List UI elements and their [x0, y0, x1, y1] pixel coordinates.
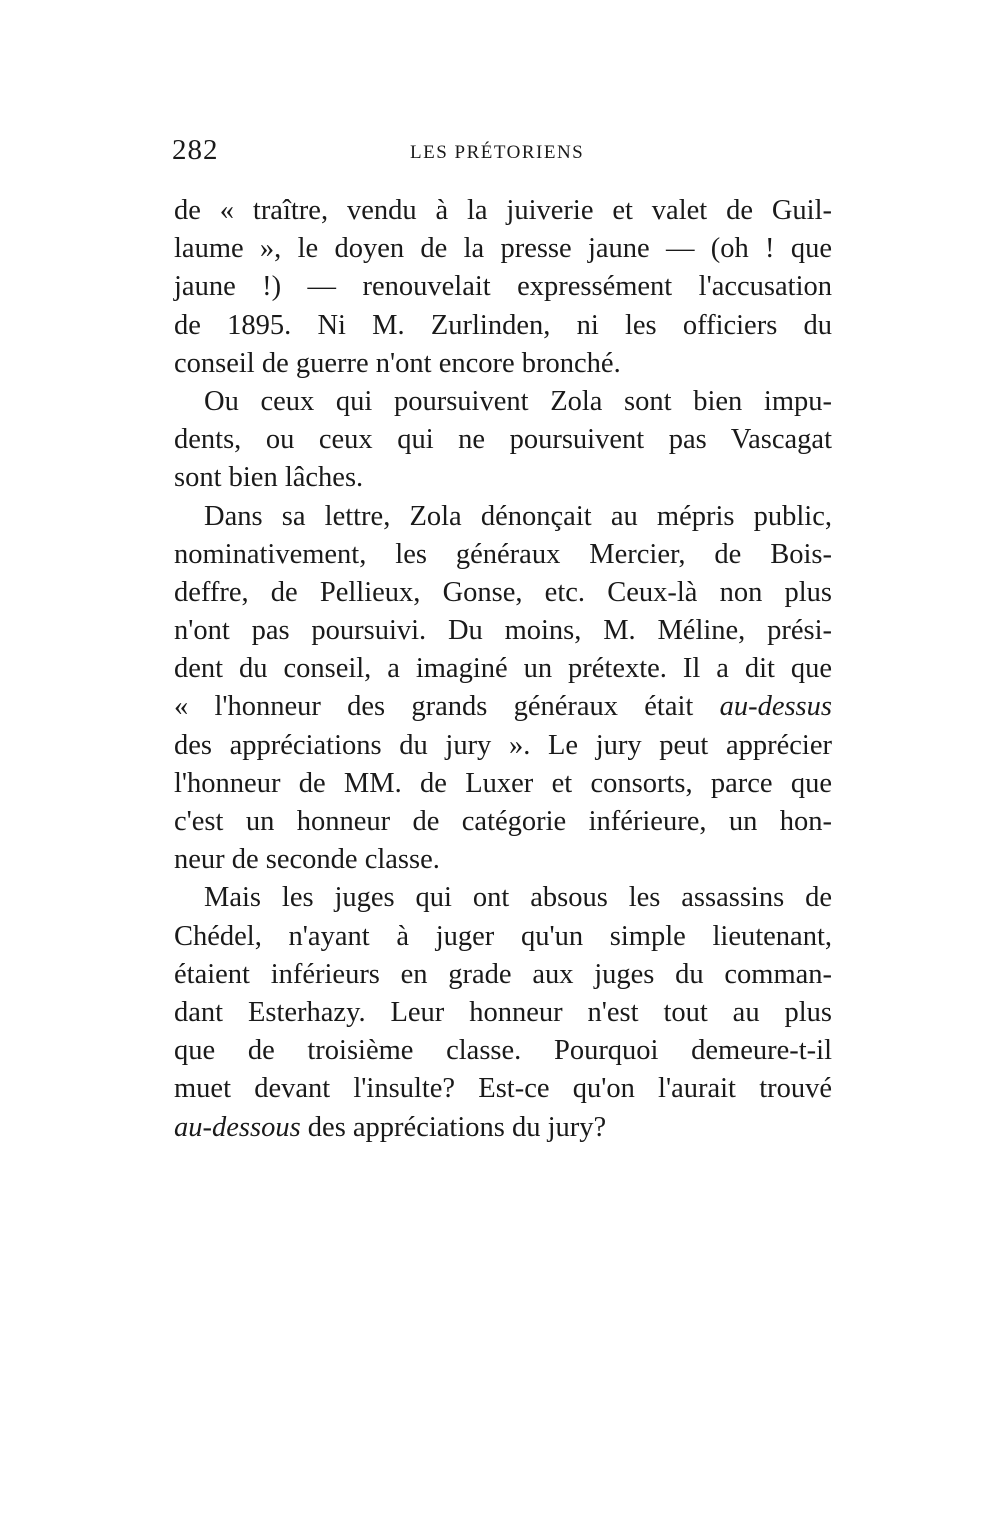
text-line: Mais les juges qui ont absous les assassins de — [204, 882, 832, 914]
text-line: étaient inférieurs en grade aux juges du comman- — [174, 958, 832, 990]
text-line: l'honneur de MM. de Luxer et consorts, parce que — [174, 767, 832, 799]
text-line-mixed — [174, 688, 832, 726]
text-line: dent du conseil, a imaginé un prétexte. Il a dit que — [174, 653, 832, 685]
running-head — [172, 134, 832, 174]
text-line: dents, ou ceux qui ne poursuivent pas Vascagat — [174, 424, 832, 456]
text-line: de « traître, vendu à la juiverie et valet de Guil- — [174, 195, 832, 226]
text-segment: « l'honneur des grands généraux était — [174, 691, 720, 723]
text-line: Dans sa lettre, Zola dénonçait au mépris public, — [204, 500, 832, 532]
text-line: Ou ceux qui poursuivent Zola sont bien impu- — [204, 385, 832, 417]
text-line: jaune !) — renouvelait expressément l'accusation — [174, 271, 832, 303]
text-line: c'est un honneur de catégorie inférieure, un hon- — [174, 806, 832, 837]
text-line: Chédel, n'ayant à juger qu'un simple lieutenant, — [174, 920, 832, 952]
text-line: n'ont pas poursuivi. Du moins, M. Méline, prési- — [174, 615, 832, 647]
body-text — [174, 192, 832, 1147]
text-line: dant Esterhazy. Leur honneur n'est tout au plus — [174, 996, 832, 1028]
text-segment: des appréciations du jury? — [300, 1111, 607, 1143]
text-line: muet devant l'insulte? Est-ce qu'on l'aurait trouvé — [174, 1073, 832, 1105]
italic-text: au-dessus — [719, 691, 832, 723]
text-line: deffre, de Pellieux, Gonse, etc. Ceux-là non plus — [174, 576, 832, 608]
text-line: nominativement, les généraux Mercier, de Bois- — [174, 538, 832, 570]
text-line: de 1895. Ni M. Zurlinden, ni les officiers du — [174, 309, 832, 341]
text-line: neur de seconde classe. — [174, 844, 440, 876]
text-line: conseil de guerre n'ont encore bronché. — [174, 347, 621, 379]
text-line: laume », le doyen de la presse jaune — (oh ! que — [174, 233, 832, 265]
text-line: sont bien lâches. — [174, 462, 364, 494]
running-title: LES PRÉTORIENS — [410, 142, 585, 163]
page-number: 282 — [172, 134, 219, 166]
text-line-mixed — [174, 1109, 832, 1147]
italic-text: au-dessous — [174, 1111, 301, 1143]
text-line: des appréciations du jury ». Le jury peut apprécier — [174, 729, 832, 761]
text-line: que de troisième classe. Pourquoi demeure-t-il — [174, 1035, 832, 1067]
